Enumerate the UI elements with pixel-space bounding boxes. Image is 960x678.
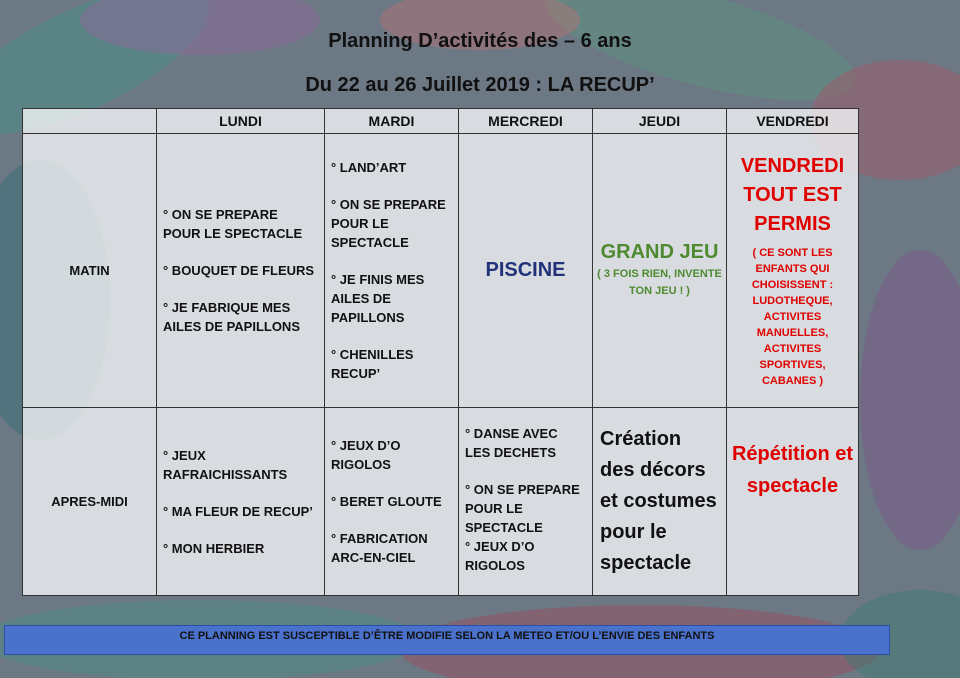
activity-item: ° ON SE PREPARE POUR LE SPECTACLE: [331, 197, 446, 250]
activity-item: ° ON SE PREPARE POUR LE SPECTACLE: [163, 207, 303, 241]
activity-item: ° JE FABRIQUE MES AILES DE PAPILLONS: [163, 300, 300, 334]
planning-table: [22, 108, 859, 596]
repetition-text: Répétition et spectacle: [731, 443, 854, 497]
vendredi-title: VENDREDI TOUT EST PERMIS: [740, 155, 845, 235]
activity-item: ° JEUX D’O RIGOLOS: [465, 539, 535, 573]
activity-item: ° MON HERBIER: [163, 540, 265, 556]
activity-item: ° LAND’ART: [331, 160, 407, 175]
corner-cell: [23, 109, 157, 134]
header-row: [23, 109, 859, 134]
activity-item: ° JEUX D’O RIGOLOS: [331, 438, 401, 472]
activity-item: ° JE FINIS MES AILES DE PAPILLONS: [331, 272, 425, 325]
cell-apresmidi-mercredi: [459, 408, 593, 596]
activity-item: ° CHENILLES RECUP’: [331, 347, 414, 381]
cell-apresmidi-lundi: [157, 408, 325, 596]
activity-item: ° DANSE AVEC LES DECHETS: [465, 426, 558, 460]
matin-row: [23, 134, 859, 408]
cell-apresmidi-vendredi: [727, 408, 859, 596]
row-label-apres-midi: APRES-MIDI: [23, 408, 157, 596]
cell-matin-lundi: [157, 134, 325, 408]
cell-matin-jeudi: [593, 134, 727, 408]
activity-item: ° BERET GLOUTE: [331, 494, 442, 509]
day-header: JEUDI: [593, 109, 727, 134]
cell-matin-vendredi: [727, 134, 859, 408]
cell-apresmidi-jeudi: [593, 408, 727, 596]
cell-matin-mardi: [325, 134, 459, 408]
grand-jeu-title: GRAND JEU: [600, 241, 719, 263]
activity-item: ° FABRICATION ARC-EN-CIEL: [331, 531, 428, 565]
activity-item: ° JEUX RAFRAICHISSANTS: [163, 447, 288, 482]
activity-item: ° ON SE PREPARE POUR LE SPECTACLE: [465, 482, 580, 535]
day-header: MERCREDI: [459, 109, 593, 134]
vendredi-subtitle: ( CE SONT LES ENFANTS QUI CHOISISSENT : LUDOTHEQUE, ACTIVITES MANUELLES, ACTIVITES SPORTIVES, CABANES ): [751, 247, 834, 387]
piscine-label: PISCINE: [485, 259, 566, 281]
activity-item: ° MA FLEUR DE RECUP’: [163, 503, 313, 519]
creation-text: Création des décors et costumes pour le spectacle: [600, 428, 717, 574]
activity-item: ° BOUQUET DE FLEURS: [163, 263, 315, 278]
cell-matin-mercredi: [459, 134, 593, 408]
day-header: MARDI: [325, 109, 459, 134]
grand-jeu-subtitle: ( 3 FOIS RIEN, INVENTE TON JEU ! ): [597, 268, 722, 297]
notice-banner: CE PLANNING EST SUSCEPTIBLE D’ÊTRE MODIFIE SELON LA METEO ET/OU L’ENVIE DES ENFANTS: [4, 625, 890, 655]
row-label-matin: MATIN: [23, 134, 157, 408]
apres-midi-row: [23, 408, 859, 596]
page-subtitle: Du 22 au 26 Juillet 2019 : LA RECUP’: [305, 74, 655, 96]
day-header: LUNDI: [157, 109, 325, 134]
page-title: Planning D’activités des – 6 ans: [328, 30, 632, 52]
day-header: VENDREDI: [727, 109, 859, 134]
cell-apresmidi-mardi: [325, 408, 459, 596]
